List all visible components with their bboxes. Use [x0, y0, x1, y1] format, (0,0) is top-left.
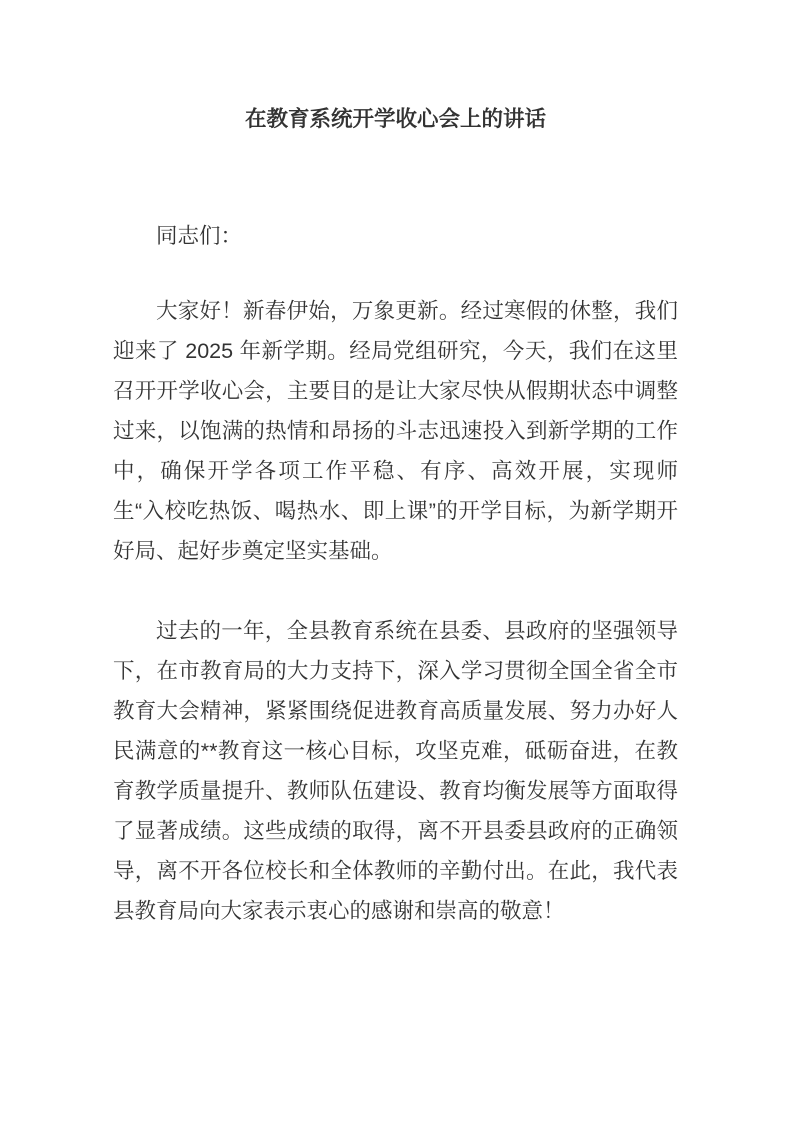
body-paragraph-2: 过去的一年，全县教育系统在县委、县政府的坚强领导下，在市教育局的大力支持下，深入学习贯彻全国全省全市教育大会精神，紧紧围绕促进教育高质量发展、努力办好人民满意的**教育这一核心目标，攻坚克难，砥砺奋进，在教育教学质量提升、教师队伍建设、教育均衡发展等方面取得了显著成绩。这些成绩的取得，离不开县委县政府的正确领导，离不开各位校长和全体教师的辛勤付出。在此，我代表县教育局向大家表示衷心的感谢和崇高的敬意！ [113, 619, 678, 923]
body-paragraph-1: 大家好！新春伊始，万象更新。经过寒假的休整，我们迎来了 2025 年新学期。经局党组研究，今天，我们在这里召开开学收心会，主要目的是让大家尽快从假期状态中调整过来，以饱满的热情和昂扬的斗志迅速投入到新学期的工作中，确保开学各项工作平稳、有序、高效开展，实现师生“入校吃热饭、喝热水、即上课”的开学目标，为新学期开好局、起好步奠定坚实基础。 [113, 299, 678, 563]
salutation-line: 同志们： [156, 224, 243, 248]
document-title: 在教育系统开学收心会上的讲话 [244, 107, 546, 131]
